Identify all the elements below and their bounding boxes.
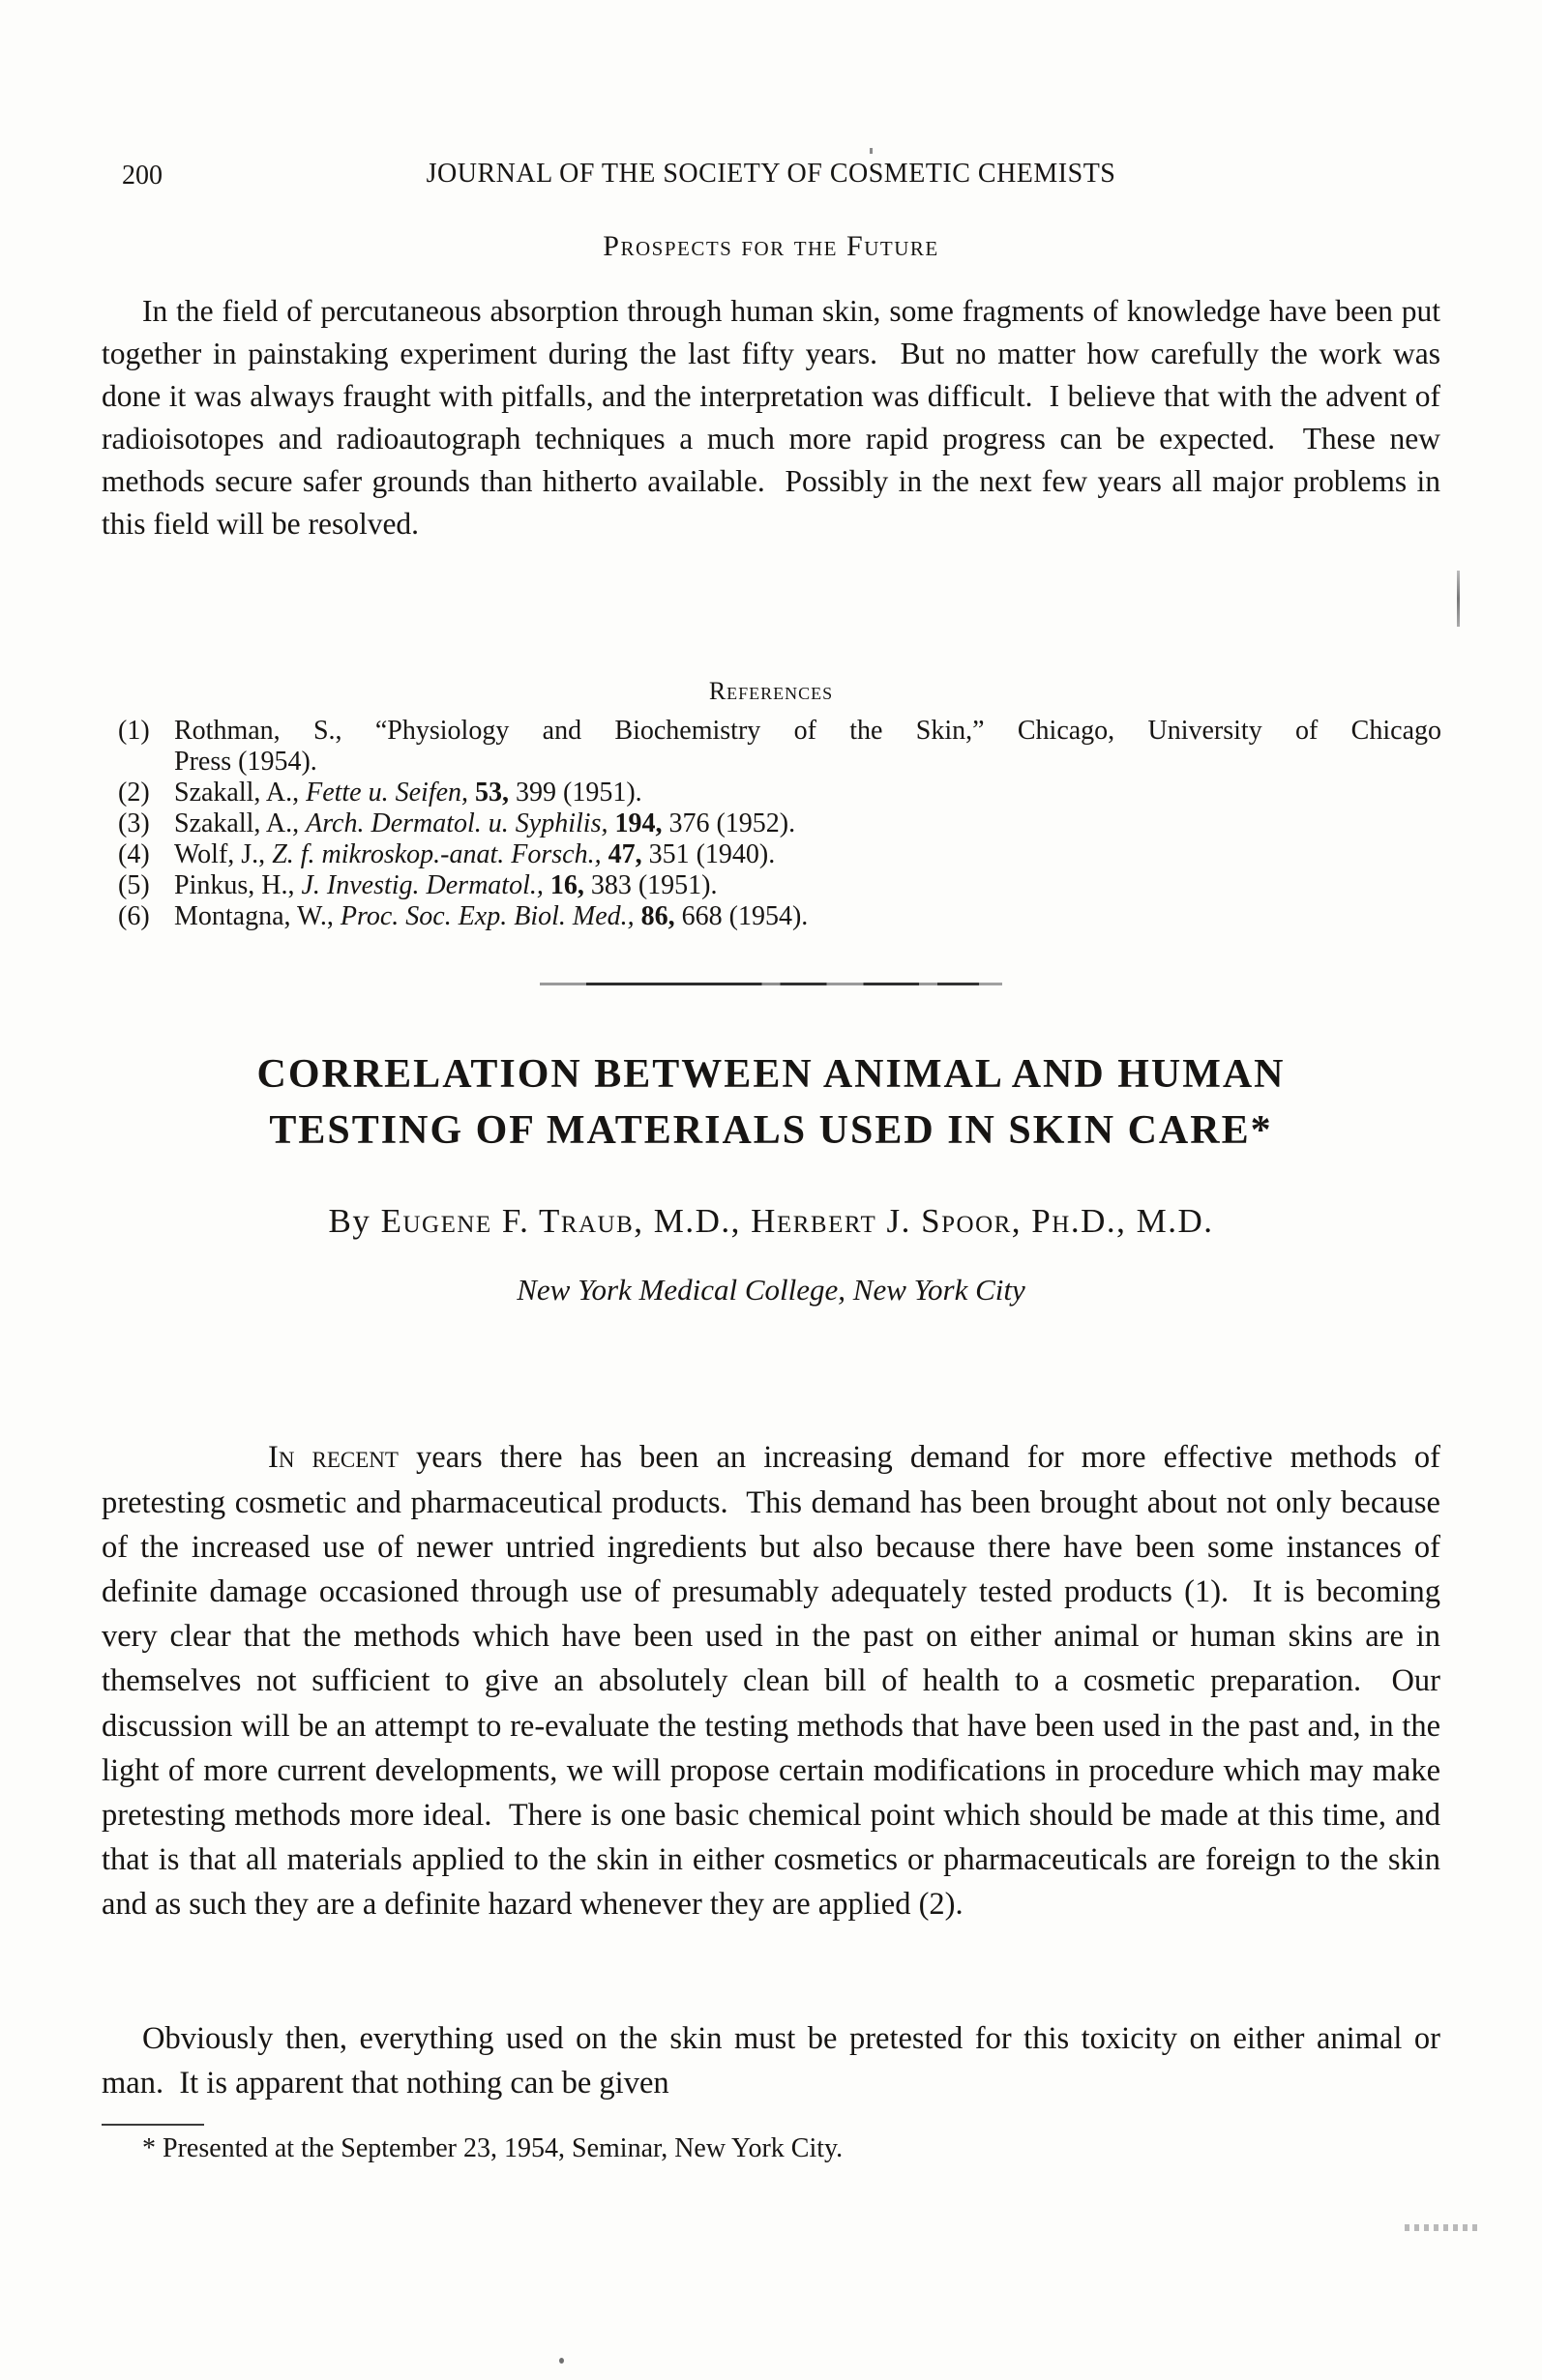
reference-segment-italic: Arch. Dermatol. u. Syphilis, xyxy=(306,808,608,838)
reference-item xyxy=(118,716,1441,778)
scan-artifact-dot xyxy=(559,2358,564,2364)
reference-segment-roman: 399 (1951). xyxy=(509,778,642,808)
reference-line xyxy=(174,901,1441,932)
scan-artifact-speck xyxy=(870,148,873,154)
reference-segment-italic: J. Investig. Dermatol., xyxy=(301,870,544,900)
reference-number: (3) xyxy=(118,808,150,838)
page-number: 200 xyxy=(122,161,163,191)
journal-running-header: JOURNAL OF THE SOCIETY OF COSMETIC CHEMISTS xyxy=(426,159,1116,189)
scan-artifact-vertical-line xyxy=(1457,571,1460,627)
scan-artifact-dashes xyxy=(1405,2224,1478,2231)
reference-number: (5) xyxy=(118,870,150,900)
references-heading: References xyxy=(708,677,834,705)
reference-item xyxy=(118,870,1441,901)
reference-segment-bold: 16, xyxy=(543,870,584,900)
reference-line xyxy=(174,747,1441,778)
reference-segment-italic: Z. f. mikroskop.-anat. Forsch., xyxy=(272,839,602,869)
reference-item xyxy=(118,839,1441,870)
reference-item xyxy=(118,778,1441,808)
reference-number: (1) xyxy=(118,716,150,746)
reference-item xyxy=(118,808,1441,839)
reference-segment-roman: Pinkus, H., xyxy=(174,870,302,900)
reference-segment-roman: Press (1954). xyxy=(174,747,317,777)
reference-segment-bold: 53, xyxy=(468,778,510,808)
article-body xyxy=(102,1346,1449,2195)
opening-small-caps: In recent xyxy=(268,1440,399,1476)
reference-segment-roman: 351 (1940). xyxy=(641,839,776,869)
byline-prefix: By xyxy=(328,1202,381,1240)
article-title-line-1: CORRELATION BETWEEN ANIMAL AND HUMAN xyxy=(256,1052,1286,1097)
reference-segment-roman: Rothman, S., “Physiology and Biochemistry of the Skin,” Chicago, University of Chicago xyxy=(174,716,1441,746)
body-paragraph-1 xyxy=(102,1435,1449,1926)
reference-line xyxy=(174,808,1441,839)
reference-item xyxy=(118,901,1441,932)
reference-line xyxy=(174,839,1441,870)
reference-segment-italic: Proc. Soc. Exp. Biol. Med., xyxy=(340,901,635,931)
reference-segment-roman: 668 (1954). xyxy=(674,901,809,931)
reference-segment-bold: 47, xyxy=(601,839,642,869)
article-byline xyxy=(0,1202,1542,1241)
body-paragraph-1-text: years there has been an increasing demand for more effective methods of pretesting cosmetic and pharmaceutical products. This demand has been brought about not only because of the increased use of newer untried ingredients but also because there have been some instances of definite damage occasioned through use of presumably adequately tested products (1). It is becoming very clear that the methods which have been used in the past on either animal or human skins are in themselves not sufficient to give an absolutely clean bill of health to a cosmetic preparation. Our discussion will be an attempt to re-evaluate the testing methods that have been used in the past and, in the light of more current developments, we will propose certain modifications in procedure which may make pretesting methods more ideal. There is one basic chemical point which should be made at this time, and that is that all materials applied to the skin in either cosmetics or pharmaceuticals are foreign to the skin and as such they are a definite hazard whenever they are applied (2). xyxy=(102,1440,1449,1923)
reference-line xyxy=(174,778,1441,808)
article-separator-rule xyxy=(540,983,1002,985)
article-title-line-2: TESTING OF MATERIALS USED IN SKIN CARE* xyxy=(269,1108,1273,1153)
reference-segment-bold: 86, xyxy=(634,901,675,931)
reference-segment-italic: Fette u. Seifen, xyxy=(306,778,469,808)
section-heading-prospects: Prospects for the Future xyxy=(603,230,939,262)
reference-segment-roman: Montagna, W., xyxy=(174,901,341,931)
prospects-paragraph: In the field of percutaneous absorption through human skin, some fragments of knowledge have been put together in painstaking experiment during the last fifty years. But no matter how carefully the work was done it was always fraught with pitfalls, and the interpretation was difficult. I believe that with the advent of radioisotopes and radioautograph techniques a much more rapid progress can be expected. These new methods secure safer grounds than hitherto available. Possibly in the next few years all major problems in this field will be resolved. xyxy=(102,294,1448,541)
reference-segment-roman: Wolf, J., xyxy=(174,839,273,869)
article-title xyxy=(0,1046,1542,1159)
reference-number: (4) xyxy=(118,839,150,869)
footnote-rule xyxy=(102,2124,204,2126)
reference-segment-roman: 376 (1952). xyxy=(662,808,796,838)
reference-segment-roman: Szakall, A., xyxy=(174,808,307,838)
body-paragraph-2: Obviously then, everything used on the skin must be pretested for this toxicity on either animal or man. It is apparent that nothing can be given xyxy=(102,2021,1449,2101)
reference-number: (6) xyxy=(118,901,150,931)
reference-line xyxy=(174,870,1441,901)
reference-segment-roman: 383 (1951). xyxy=(583,870,718,900)
footnote: * Presented at the September 23, 1954, Seminar, New York City. xyxy=(142,2133,844,2163)
references-list xyxy=(118,716,1441,932)
reference-number: (2) xyxy=(118,778,150,808)
reference-line xyxy=(174,716,1441,747)
byline-authors: Eugene F. Traub, M.D., Herbert J. Spoor, Ph.D., M.D. xyxy=(380,1202,1214,1240)
reference-segment-roman: Szakall, A., xyxy=(174,778,307,808)
reference-segment-bold: 194, xyxy=(608,808,663,838)
article-affiliation: New York Medical College, New York City xyxy=(517,1273,1025,1307)
